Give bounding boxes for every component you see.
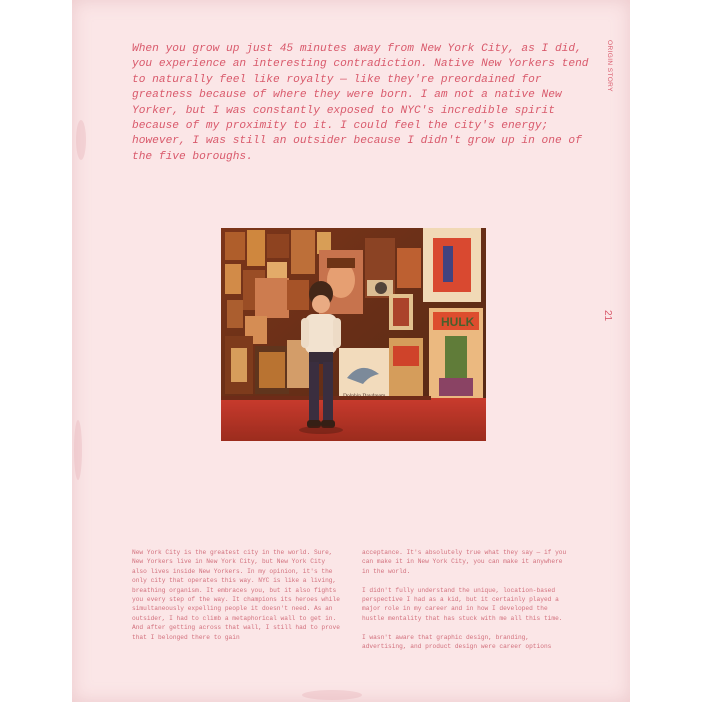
pull-quote: When you grow up just 45 minutes away from New York City, as I did, you experience an interesting contradiction. Native New Yorkers tend to naturally feel like royalty — like they're preordained for greatness because of where they were born. I am not a native New Yorker, but I was constantly exposed to NYC's incredible spirit because of my proximity to it. I could feel the city's energy; however, I was still an outsider because I didn't grow up in one of the five boroughs. [132, 43, 589, 163]
body-paragraph: acceptance. It's absolutely true what they say — if you can make it in New York City, you can make it anywhere in the world. [362, 549, 567, 575]
paper-texture [74, 420, 82, 480]
body-column-right [362, 548, 570, 661]
childhood-photo [221, 228, 486, 441]
body-paragraph: New York City is the greatest city in the world. Sure, New Yorkers live in New York City, but New York City also lives inside New Yorkers. In my opinion, it's the only city that operates this way. NYC is like a living, breathing organism. It embraces you, but it also fights you every step of the way. It champions its heroes while simultaneously expelling people it doesn't need. As an outsider, I had to climb a metaphorical wall to get in. And after getting across that wall, I still had to prove that I belonged there to gain [132, 549, 340, 641]
section-label: ORIGIN STORY [606, 40, 613, 92]
body-column-left [132, 548, 340, 651]
body-paragraph: I wasn't aware that graphic design, branding, advertising, and product design were career options [362, 633, 552, 651]
body-paragraph: I didn't fully understand the unique, location-based perspective I had as a kid, but it certainly played a major role in my career and in how I developed the hustle mentality that has stuck with me all this time. [362, 586, 563, 622]
paper-texture [302, 690, 362, 700]
page-number: 21 [602, 310, 613, 322]
paper-texture [76, 120, 86, 160]
book-page [72, 0, 630, 702]
photo-illustration [221, 228, 486, 441]
